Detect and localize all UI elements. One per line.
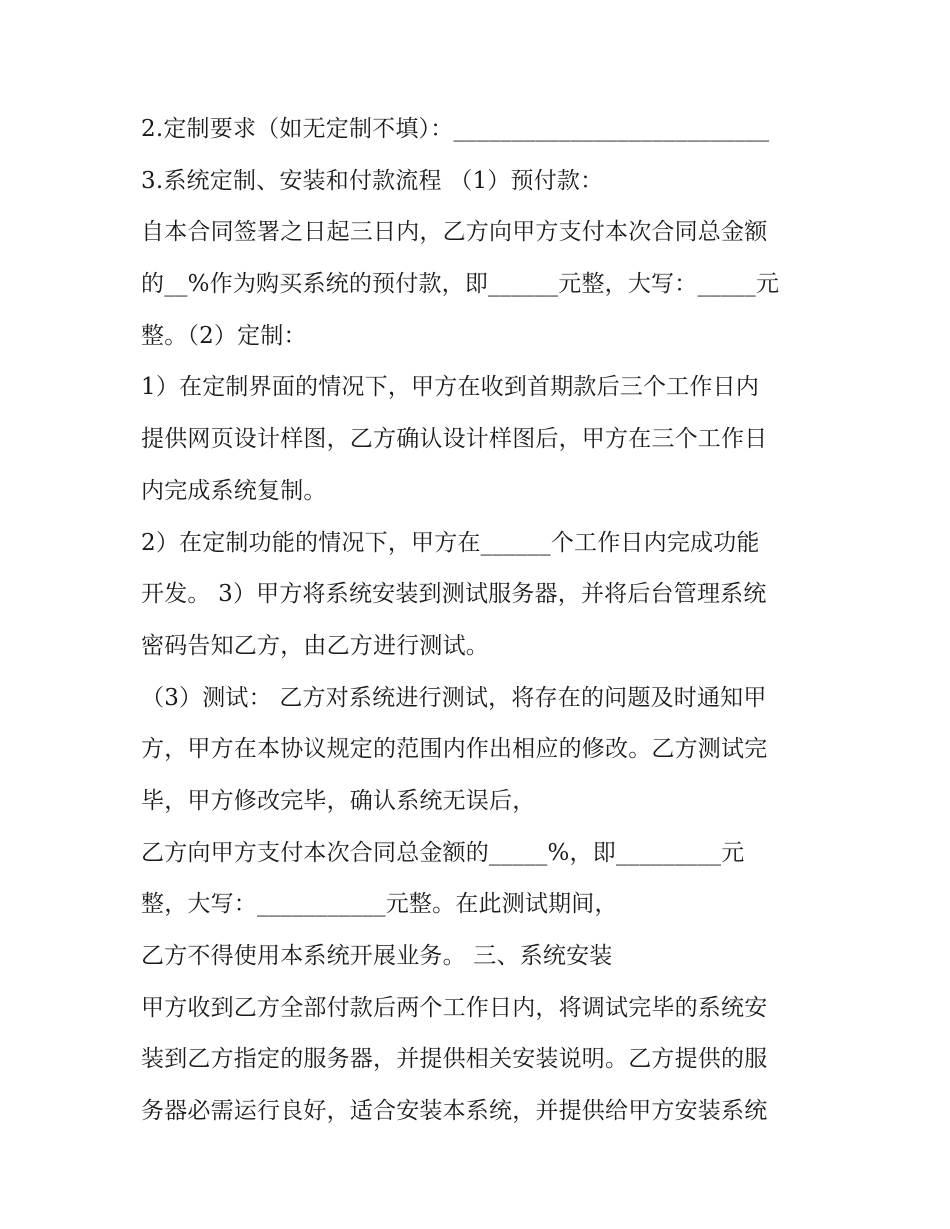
text-line: 整。（2）定制： (141, 322, 307, 349)
text-line: 内完成系统复制。 (141, 477, 327, 504)
text-line: 1）在定制界面的情况下，甲方在收到首期款后三个工作日内 (141, 374, 760, 401)
text-line: 2.定制要求（如无定制不填）：___________________________ (141, 116, 770, 142)
text-line: 毕，甲方修改完毕，确认系统无误后， (141, 787, 536, 814)
text-line: 乙方不得使用本系统开展业务。 三、系统安装 (141, 943, 613, 969)
text-line: 提供网页设计样图，乙方确认设计样图后，甲方在三个工作日 (141, 426, 768, 453)
text-line: 甲方收到乙方全部付款后两个工作日内，将调试完毕的系统安 (141, 994, 768, 1021)
text-line: 方，甲方在本协议规定的范围内作出相应的修改。乙方测试完 (141, 736, 768, 763)
text-line: 2）在定制功能的情况下，甲方在______个工作日内完成功能 (141, 529, 760, 556)
text-line: 开发。 3）甲方将系统安装到测试服务器，并将后台管理系统 (141, 581, 767, 608)
text-line: （3）测试： 乙方对系统进行测试，将存在的问题及时通知甲 (141, 684, 767, 711)
text-line: 自本合同签署之日起三日内，乙方向甲方支付本次合同总金额 (141, 219, 768, 246)
text-line: 务器必需运行良好，适合安装本系统，并提供给甲方安装系统 (141, 1098, 768, 1125)
text-line: 整，大写：___________元整。在此测试期间， (141, 891, 618, 918)
text-line: 的__%作为购买系统的预付款，即______元整，大写：_____元 (141, 271, 780, 298)
text-line: 密码告知乙方，由乙方进行测试。 (141, 632, 489, 659)
text-line: 装到乙方指定的服务器，并提供相关安装说明。乙方提供的服 (141, 1046, 768, 1073)
text-line: 3.系统定制、安装和付款流程 （1）预付款： (141, 167, 604, 194)
text-line: 乙方向甲方支付本次合同总金额的_____%，即_________元 (141, 839, 745, 866)
document-body (141, 104, 821, 1138)
